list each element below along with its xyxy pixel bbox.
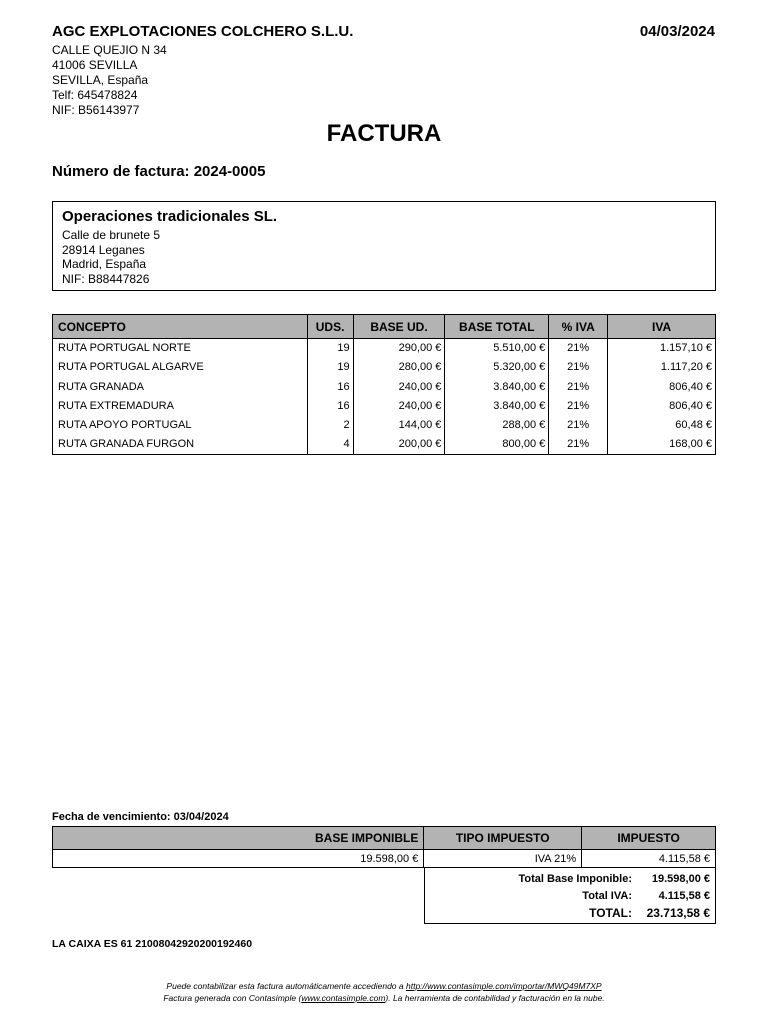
item-base-total: 5.510,00 € [445,339,549,358]
footer-import-text: Puede contabilizar esta factura automáticamente accediendo a [166,981,406,991]
table-row [53,339,716,358]
item-base-total: 5.320,00 € [445,358,549,377]
footer-generated-text: Factura generada con Contasimple ( [163,993,302,1003]
grand-total-value: 23.713,58 € [646,906,710,920]
column-header-base-total: BASE TOTAL [445,315,549,339]
company-address-line: CALLE QUEJIO N 34 [52,43,167,57]
item-concept: RUTA GRANADA [53,377,308,396]
item-units: 16 [307,396,353,415]
client-name: Operaciones tradicionales SL. [62,208,278,225]
client-box [52,201,716,291]
item-units: 19 [307,339,353,358]
total-iva-value: 4.115,58 € [658,889,710,902]
column-header-base-imponible: BASE IMPONIBLE [53,827,424,850]
items-header-row [53,315,716,339]
item-iva-percent: 21% [549,339,608,358]
table-row [53,850,716,868]
item-unit-price: 200,00 € [353,435,445,454]
item-iva: 806,40 € [608,396,716,415]
item-iva-percent: 21% [549,358,608,377]
bank-account: LA CAIXA ES 61 21008042920200192460 [52,938,253,950]
table-row [53,396,716,415]
company-address-line: 41006 SEVILLA [52,58,138,72]
grand-total-label: TOTAL: [589,906,632,920]
item-iva: 1.157,10 € [608,339,716,358]
total-base-value: 19.598,00 € [651,872,710,885]
column-header-iva: IVA [608,315,716,339]
client-address-line: 28914 Leganes [62,242,145,257]
table-row [53,377,716,396]
column-header-concepto: CONCEPTO [53,315,308,339]
item-base-total: 3.840,00 € [445,396,549,415]
summary-row-iva [425,887,715,904]
tax-table [52,826,716,868]
column-header-iva-percent: % IVA [549,315,608,339]
item-iva-percent: 21% [549,435,608,454]
item-concept: RUTA GRANADA FURGON [53,435,308,454]
footer-line-generated [0,992,768,1004]
client-address-line: Madrid, España [62,257,147,272]
item-concept: RUTA EXTREMADURA [53,396,308,415]
import-link[interactable]: http://www.contasimple.com/importar/MWQ49M7XP [406,981,602,991]
totals-summary [424,867,716,924]
item-units: 19 [307,358,353,377]
company-address-line: SEVILLA, España [52,73,149,87]
item-concept: RUTA PORTUGAL NORTE [53,339,308,358]
column-header-uds: UDS. [307,315,353,339]
item-iva: 60,48 € [608,416,716,435]
item-iva-percent: 21% [549,377,608,396]
company-phone: Telf: 645478824 [52,88,138,102]
summary-row-total [425,904,715,922]
item-unit-price: 290,00 € [353,339,445,358]
client-address-line: Calle de brunete 5 [62,228,161,242]
item-units: 2 [307,416,353,435]
table-row [53,416,716,435]
tax-type-value: IVA 21% [424,850,582,868]
footer [0,980,768,1004]
item-units: 4 [307,435,353,454]
item-base-total: 800,00 € [445,435,549,454]
footer-generated-suffix: ). La herramienta de contabilidad y facturación en la nube. [385,993,605,1003]
item-concept: RUTA PORTUGAL ALGARVE [53,358,308,377]
company-address [52,43,167,118]
column-header-base-ud: BASE UD. [353,315,445,339]
item-iva: 168,00 € [608,435,716,454]
contasimple-link[interactable]: www.contasimple.com [301,993,386,1003]
item-unit-price: 280,00 € [353,358,445,377]
item-unit-price: 240,00 € [353,396,445,415]
summary-row-base [425,870,715,887]
total-base-label: Total Base Imponible: [518,872,632,885]
item-unit-price: 144,00 € [353,416,445,435]
due-date: Fecha de vencimiento: 03/04/2024 [52,811,229,823]
total-iva-label: Total IVA: [582,889,632,902]
column-header-impuesto: IMPUESTO [582,827,716,850]
item-concept: RUTA APOYO PORTUGAL [53,416,308,435]
footer-line-import [0,980,768,992]
table-row [53,435,716,454]
item-units: 16 [307,377,353,396]
column-header-tipo-impuesto: TIPO IMPUESTO [424,827,582,850]
item-iva-percent: 21% [549,396,608,415]
invoice-number: Número de factura: 2024-0005 [52,163,266,180]
invoice-date: 04/03/2024 [639,23,715,40]
item-iva: 806,40 € [608,377,716,396]
document-title: FACTURA [326,120,442,147]
items-table [52,314,716,455]
company-name: AGC EXPLOTACIONES COLCHERO S.L.U. [52,23,354,40]
item-unit-price: 240,00 € [353,377,445,396]
client-nif: NIF: B88447826 [62,271,150,286]
item-iva: 1.117,20 € [608,358,716,377]
table-row [53,358,716,377]
item-iva-percent: 21% [549,416,608,435]
tax-base-value: 19.598,00 € [53,850,424,868]
item-base-total: 288,00 € [445,416,549,435]
item-base-total: 3.840,00 € [445,377,549,396]
tax-header-row [53,827,716,850]
tax-amount-value: 4.115,58 € [582,850,716,868]
company-nif: NIF: B56143977 [52,103,140,117]
